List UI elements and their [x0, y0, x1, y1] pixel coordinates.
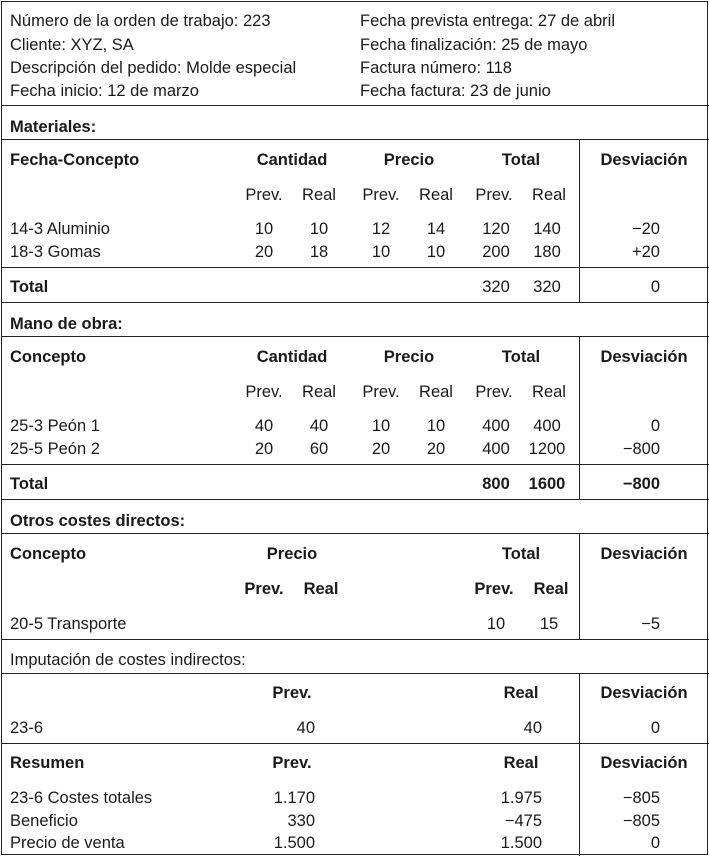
real-header: Real — [419, 186, 453, 204]
cantidad-header: Cantidad — [256, 348, 328, 366]
cell-deviation: −5 — [641, 615, 660, 633]
completion-date: Fecha finalización: 25 de mayo — [360, 36, 588, 54]
real-header: Real — [302, 383, 336, 401]
cell: 330 — [287, 812, 315, 830]
real-header: Real — [503, 754, 539, 772]
table-row-concept: 23-6 — [10, 719, 44, 737]
divider — [2, 464, 709, 465]
cell: 20 — [254, 243, 274, 261]
cell: 10 — [426, 417, 446, 435]
precio-header: Precio — [383, 348, 435, 366]
cell: 140 — [533, 220, 561, 238]
cantidad-header: Cantidad — [256, 151, 328, 169]
cell: 1600 — [528, 475, 566, 493]
real-header: Real — [532, 383, 566, 401]
real-header: Real — [503, 684, 539, 702]
cell: 40 — [254, 417, 274, 435]
divider — [2, 267, 709, 268]
cell: 10 — [426, 243, 446, 261]
resumen-title: Resumen — [10, 754, 85, 772]
cell: 18 — [309, 243, 329, 261]
table-row-concept: 14-3 Aluminio — [10, 220, 110, 238]
desviacion-header: Desviación — [600, 151, 688, 169]
divider — [2, 105, 709, 106]
indirectos-title: Imputación de costes indirectos: — [10, 651, 246, 669]
cell: 400 — [482, 440, 510, 458]
cell-deviation: −800 — [622, 475, 660, 493]
cell: 20 — [371, 440, 391, 458]
cell-deviation: −805 — [622, 789, 660, 807]
table-row-concept: 20-5 Transporte — [10, 615, 127, 633]
prev-header: Prev. — [245, 186, 283, 204]
cell: 320 — [482, 278, 510, 296]
cell: 10 — [371, 417, 391, 435]
table-row-concept: Beneficio — [10, 812, 78, 830]
column-divider — [579, 533, 580, 639]
table-row-concept: 25-3 Peón 1 — [10, 417, 100, 435]
precio-header: Precio — [383, 151, 435, 169]
cell: 10 — [486, 615, 506, 633]
prev-header: Prev. — [272, 754, 312, 772]
cell: 1.170 — [273, 789, 315, 807]
cell-deviation: 0 — [650, 278, 660, 296]
cell: 20 — [426, 440, 446, 458]
divider — [2, 139, 709, 140]
cell: 120 — [482, 220, 510, 238]
total-row-label: Total — [10, 475, 49, 493]
planned-delivery-date: Fecha prevista entrega: 27 de abril — [360, 12, 615, 30]
cell: 12 — [371, 220, 391, 238]
cell: 1200 — [528, 440, 566, 458]
prev-header: Prev. — [244, 580, 284, 598]
prev-header: Prev. — [474, 580, 514, 598]
prev-header: Prev. — [272, 684, 312, 702]
invoice-number: Factura número: 118 — [360, 59, 512, 77]
otros-title: Otros costes directos: — [10, 512, 186, 530]
cell: 10 — [371, 243, 391, 261]
mano-obra-title: Mano de obra: — [10, 315, 123, 333]
table-row-concept: 23-6 Costes totales — [10, 789, 153, 807]
column-divider — [579, 743, 580, 856]
prev-header: Prev. — [475, 383, 513, 401]
prev-header: Prev. — [245, 383, 283, 401]
cell: 15 — [539, 615, 559, 633]
cell: 400 — [533, 417, 561, 435]
cell: 40 — [296, 719, 315, 737]
cell-deviation: +20 — [632, 243, 660, 261]
start-date: Fecha inicio: 12 de marzo — [10, 82, 199, 100]
column-divider — [579, 139, 580, 302]
cell: 320 — [533, 278, 561, 296]
desviacion-header: Desviación — [600, 754, 688, 772]
invoice-date: Fecha factura: 23 de junio — [360, 82, 551, 100]
cell-deviation: 0 — [650, 719, 660, 737]
order-number: Número de la orden de trabajo: 223 — [10, 12, 271, 30]
total-header: Total — [501, 545, 541, 563]
cell: 800 — [482, 475, 510, 493]
real-header: Real — [532, 186, 566, 204]
desviacion-header: Desviación — [600, 545, 688, 563]
divider — [2, 639, 709, 640]
divider — [2, 533, 709, 534]
cell-deviation: 0 — [650, 834, 660, 852]
materiales-concept-header: Fecha-Concepto — [10, 151, 140, 169]
total-header: Total — [501, 151, 541, 169]
cell-deviation: 0 — [650, 417, 660, 435]
divider — [2, 302, 709, 303]
cell: 40 — [309, 417, 329, 435]
column-divider — [579, 336, 580, 499]
cell-deviation: −20 — [632, 220, 660, 238]
mano-obra-concept-header: Concepto — [10, 348, 87, 366]
cell-deviation: −805 — [622, 812, 660, 830]
cell: 10 — [309, 220, 329, 238]
prev-header: Prev. — [475, 186, 513, 204]
total-row-label: Total — [10, 278, 49, 296]
materiales-title: Materiales: — [10, 118, 97, 136]
divider — [2, 673, 709, 674]
desviacion-header: Desviación — [600, 348, 688, 366]
table-row-concept: Precio de venta — [10, 834, 125, 852]
cell: 180 — [533, 243, 561, 261]
real-header: Real — [533, 580, 569, 598]
cell: 1.500 — [500, 834, 542, 852]
cell: −475 — [504, 812, 542, 830]
table-row-concept: 18-3 Gomas — [10, 243, 101, 261]
precio-header: Precio — [266, 545, 318, 563]
client: Cliente: XYZ, SA — [10, 36, 134, 54]
cell: 14 — [426, 220, 446, 238]
cell: 200 — [482, 243, 510, 261]
cell: 400 — [482, 417, 510, 435]
divider — [2, 743, 709, 744]
divider — [2, 336, 709, 337]
desviacion-header: Desviación — [600, 684, 688, 702]
table-row-concept: 25-5 Peón 2 — [10, 440, 100, 458]
otros-concept-header: Concepto — [10, 545, 87, 563]
cell: 1.500 — [273, 834, 315, 852]
real-header: Real — [302, 186, 336, 204]
work-order-sheet — [1, 1, 708, 855]
order-description: Descripción del pedido: Molde especial — [10, 59, 297, 77]
cell: 1.975 — [500, 789, 542, 807]
real-header: Real — [303, 580, 339, 598]
cell: 60 — [309, 440, 329, 458]
divider — [2, 499, 709, 500]
total-header: Total — [501, 348, 541, 366]
real-header: Real — [419, 383, 453, 401]
cell: 20 — [254, 440, 274, 458]
prev-header: Prev. — [362, 186, 400, 204]
cell-deviation: −800 — [622, 440, 660, 458]
column-divider — [579, 673, 580, 745]
prev-header: Prev. — [362, 383, 400, 401]
cell: 40 — [523, 719, 542, 737]
cell: 10 — [254, 220, 274, 238]
